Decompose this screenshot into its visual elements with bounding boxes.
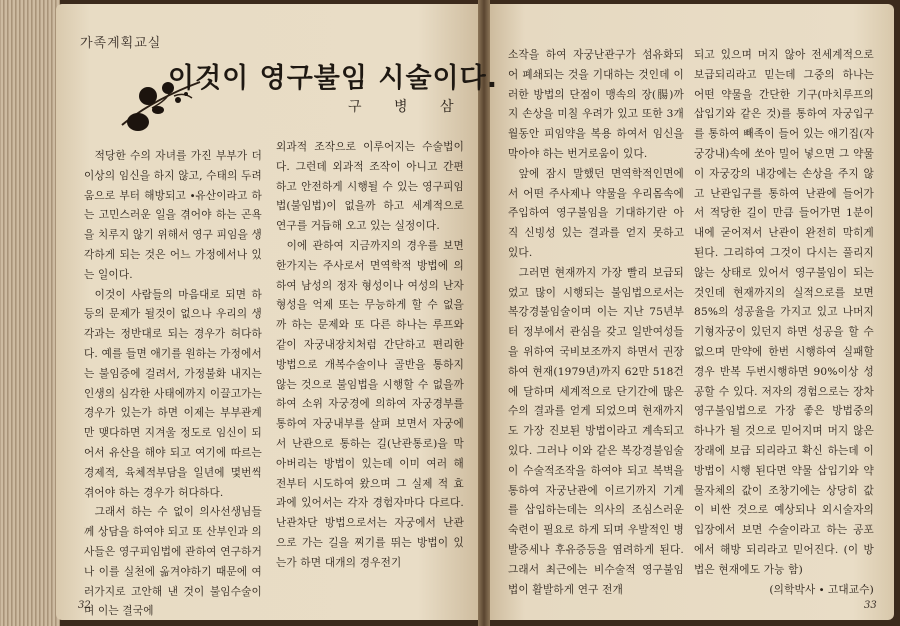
paragraph: 소작을 하여 자궁난관구가 섬유화되어 폐쇄되는 것을 기대하는 것인데 이러한 방법의 단점이 맹속의 장(腸)까지 손상을 미칠 우려가 있고 또한 3개월동안 피임약을 복용 하여서 임신을 막아야 하는 번거로움이 있다.: [508, 49, 684, 160]
text-column-1: [84, 147, 262, 622]
text-column-2: [276, 138, 464, 574]
paragraph: 되고 있으며 머지 않아 전세계적으로 보급되리라고 믿는데 그중의 하나는 어떤 약물을 간단한 기구(마치루프의 삽입기와 같은 것)를 통하여 자궁입구를 통하여 빼족이 들어 있는 애기집(자궁강내)속에 쏘아 밀어 넣으면 그 약물이 자궁강의 내강에는 손상을 주지 않고 난관입구를 통하여 난관에 들어가서 적당한 길이 만큼 들어가면 1분이내에 굳어져서 난관이 완전히 막히게 된다. 그리하여 그것이 다시는 풀리지 않는 상태로 있어서 영구불임이 되는 것인데 현재까지의 실적으로를 보면 85%의 성공율을 가지고 있고 나머지 기형자궁이 있던지 하면 성공을 할 수 없으며 만약에 한번 시행하여 실패할 경우 반복 두번시행하면 90%이상 성공할 수 있다. 저자의 경험으로는 장차 영구불임법으로 가장 좋은 방법중의 하나가 될 것으로 믿어지며 머지 않은 장래에 보급 되리라고 확신 하는데 이 방법이 시행 된다면 약물 삽입기와 약물자체의 값이 조창기에는 상당히 값이 비싼 것으로 예상되나 외시술자의 입장에서 보면 수술이라고 하는 공포에서 해방 되리라고 믿어진다. (이 방법은 현재에도 가능 함): [694, 49, 874, 576]
article-title: 이것이 영구불임 시술이다.: [168, 63, 498, 94]
paragraph: 앞에 잠시 말했던 면역학적인면에서 어떤 주사제나 약물을 우리몸속에 주입하여 영구불임을 기대하기란 아직 신빙성 있는 결과를 얻지 못하고 있다.: [508, 167, 684, 259]
text-column-4: [694, 46, 874, 600]
page-edges: [0, 0, 60, 626]
page-number-right: 33: [864, 600, 877, 611]
section-label: 가족계획교실: [80, 36, 162, 51]
paragraph: 그러면 현재까지 가장 빨리 보급되었고 많이 시행되는 불임법으로서는 복강경불임술이며 이는 지난 75년부터 정부에서 관심을 갖고 일반여성들을 위하여 국비보조까지 하면서 권장하여 현재(1979년)까지 62만 518건에 달하며 세계적으로 단기간에 많은 수의 결과를 얻게 되었으며 현재까지도 가장 진보된 방법이라고 계속되고 있다. 그러나 이와 같은 복강경불임술이 수술적조작을 하여야 되고 복벽을 통하여 자궁난관에 이르기까지 기계를 삽입하는데는 의사의 조심스러운 숙련이 필요로 하게 되며 우발적인 병발증세나 후유증등을 염려하게 된다. 그래서 최근에는 비수술적 영구불임법이 활발하게 연구 전개: [508, 266, 684, 596]
paragraph: 이것이 사람들의 마음대로 되면 하등의 문제가 될것이 없으나 우리의 생각과는 정반대로 되는 경우가 허다하다. 예를 들면 애기를 원하는 가정에서는 불임증에 걸려서, 가정불화 내지는 인생의 심각한 사태에까지 이끌고가는 경우가 있는가 하면 이제는 부부관계만 맺다하면 지겨울 정도로 임신이 되어서 유산을 해야 되고 여기에 따르는 경제적, 육체적부담을 일년에 몇번씩 겪어야 하는 경우가 허다하다.: [84, 288, 262, 499]
paragraph: 그래서 하는 수 없이 의사선생님들께 상담을 하여야 되고 또 산부인과 의사들은 영구피임법에 관하여 연구하거나 이를 실천에 옮겨야하기 때문에 여러가지로 고안해 낸 것이 불임수술이며 이는 결국에: [84, 506, 262, 618]
author-name: 구 병 삼: [348, 99, 468, 115]
paragraph: 이에 관하여 지금까지의 경우를 보면 한가지는 주사로서 면역학적 방법에 의하여 남성의 정자 형성이나 여성의 난자형성을 억제 또는 무능하게 할 수 없을까 하는 문제와 또 다른 하나는 루프와 같이 자궁내장치처럼 간단하고 편리한 방법으로 개복수술이나 골반을 통하지 않는 것으로 불임법을 시행할 수 없을까 하여 소위 자궁경에 의하여 자궁경부를 통하여 자궁내부를 살펴 보면서 자궁에서 난관으로 통하는 길(난관통로)을 막아버리는 방법이 있는데 이미 여러 해 전부터 시도하여 왔으며 그 실제 적 효과에 있어서는 각자 경험자마다 다르다. 난관차단 방법으로서는 자궁에서 난관으로 가는 길을 찌기를 뛰는 방법이 있는가 하면 대개의 경우전기: [276, 239, 464, 569]
author-credit: (의학박사 ∙ 고대교수): [769, 583, 874, 596]
paragraph: 적당한 수의 자녀를 가진 부부가 더 이상의 임신을 하지 않고, 수태의 두려움으로 부터 해방되고 ∙유산이라고 하는 고민스러운 일을 겪어야 하는 곤욕을 치루지 않기 위해서 영구 피임을 생각하게 되는 것은 어느 가정에서나 있는 일이다.: [84, 150, 262, 281]
page-number-left: 32: [78, 600, 91, 611]
text-column-3: [508, 46, 684, 600]
paragraph: 외과적 조작으로 이루어지는 수술법이다. 그런데 외과적 조작이 아니고 간편하고 안전하게 시행될 수 있는 영구피임법(불임법)이 없을까 하고 세계적으로 연구를 거듭해 오고 있는 실정이다.: [276, 141, 464, 233]
